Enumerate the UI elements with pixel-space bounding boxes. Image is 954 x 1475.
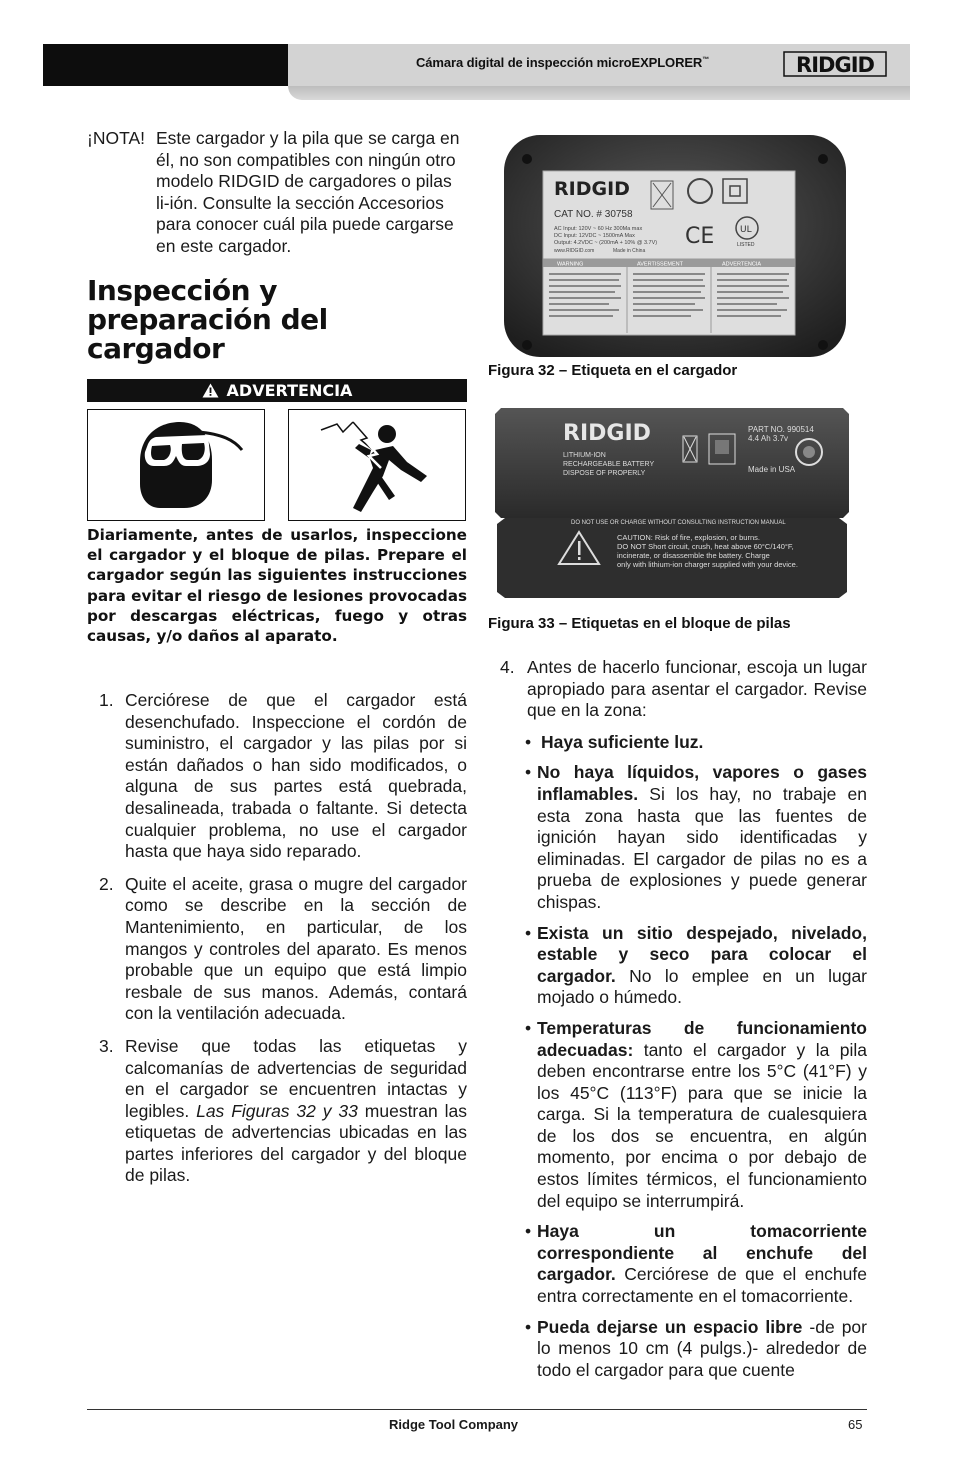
svg-text:CAUTION: Risk of fire, explosi: CAUTION: Risk of fire, explosion, or burns. <box>617 533 760 542</box>
svg-text:RIDGID: RIDGID <box>554 178 630 200</box>
svg-text:ADVERTENCIA: ADVERTENCIA <box>722 261 762 268</box>
svg-text:RIDGID: RIDGID <box>563 421 651 446</box>
svg-text:www.RIDGID.com: www.RIDGID.com <box>554 248 595 254</box>
svg-text:WARNING: WARNING <box>557 261 584 268</box>
svg-text:4.4 Ah 3.7v: 4.4 Ah 3.7v <box>748 434 789 443</box>
page-number: 65 <box>848 1417 863 1432</box>
svg-text:LITHIUM-ION: LITHIUM-ION <box>563 452 606 459</box>
footer-divider <box>87 1409 867 1410</box>
step-4-block <box>500 657 867 1390</box>
section-title: Inspección y preparación del cargador <box>87 274 328 365</box>
header-title: Cámara digital de inspección microEXPLORER™ <box>416 55 710 70</box>
svg-text:only with lithium-ion charger: only with lithium-ion charger supplied with your device. <box>617 560 798 569</box>
svg-text:RECHARGEABLE BATTERY: RECHARGEABLE BATTERY <box>563 461 655 468</box>
svg-text:LISTED: LISTED <box>737 242 755 248</box>
eye-protection-box <box>87 409 265 521</box>
svg-text:AVERTISSEMENT: AVERTISSEMENT <box>637 261 683 268</box>
svg-text:DC Input: 12VDC ~ 1500mA Max: DC Input: 12VDC ~ 1500mA Max <box>554 233 635 239</box>
safety-goggles-head-icon <box>88 410 264 520</box>
figure-32-caption: Figura 32 – Etiqueta en el cargador <box>488 362 738 379</box>
bullet-item: • Haya un tomacorriente correspondiente al enchufe del cargador. Cerciórese de que el enchufe entra correctamente en el tomacorriente. <box>525 1221 867 1307</box>
bullet-item: • No haya líquidos, vapores o gases inflamables. Si los hay, no trabaje en esta zona hasta que las fuentes de ignición hayan sido identificadas y eliminadas. El cargador de pilas no es a prueba de explosiones y puede generar chispas. <box>525 762 867 912</box>
bullet-item: • Temperaturas de funcionamiento adecuadas: tanto el cargador y la pila deben encontrarse entre los 5°C (41°F) y los 45°C (113°F) para que se inicie la carga. Si la temperatura de cualesquiera de los dos se encuentra, en algún momento, por encima o por debajo de estos límites térmicos, el funcionamiento del equipo se interrumpirá. <box>525 1017 867 1211</box>
svg-text:Made in USA: Made in USA <box>748 465 796 474</box>
list-item: 2. Quite el aceite, grasa o mugre del cargador como se describe en la sección de Mantenimiento, en particular, de los mangos y controles del aparato. Es menos probable que un equipo que está limpio resbale de sus manos. Además, contará con la ventilación adecuada. <box>99 873 467 1024</box>
header-black-bar <box>43 44 288 86</box>
svg-text:RIDGID: RIDGID <box>796 53 874 77</box>
footer-company: Ridge Tool Company <box>389 1417 519 1432</box>
svg-text:Output: 4.2VDC ~ (200mA + 10%: Output: 4.2VDC ~ (200mA + 10% @ 3.7V) <box>554 240 658 246</box>
steps-list <box>87 690 467 1198</box>
bullet-item: • Pueda dejarse un espacio libre -de por lo menos 10 cm (4 pulgs.)- alrededor de todo el cargador para que cuente <box>525 1316 867 1380</box>
warning-triangle-icon <box>202 383 219 398</box>
warning-text: Diariamente, antes de usarlos, inspeccione el cargador y el bloque de pilas. Prepare el cargador según las siguientes instrucciones para evitar el riesgo de lesiones provocadas por descargas eléctricas, fuego y otras causas, y/o daños al aparato. <box>87 526 467 646</box>
list-item: 4. Antes de hacerlo funcionar, escoja un lugar apropiado para asentar el cargador. Revise que en la zona: <box>500 657 867 721</box>
charger-label-photo <box>487 133 867 359</box>
bullet-item: • Exista un sitio despejado, nivelado, estable y seco para colocar el cargador. No lo emplee en un lugar mojado o húmedo. <box>525 922 867 1008</box>
warning-label: ADVERTENCIA <box>226 381 353 400</box>
bullet-item: • Haya suficiente luz. <box>525 731 704 752</box>
header-shadow <box>288 86 910 100</box>
svg-text:DISPOSE OF PROPERLY: DISPOSE OF PROPERLY <box>563 470 646 477</box>
figure-33-caption: Figura 33 – Etiquetas en el bloque de pilas <box>488 615 791 632</box>
warning-bar <box>87 379 467 402</box>
svg-text:PART NO. 990514: PART NO. 990514 <box>748 425 814 434</box>
list-item: 3. Revise que todas las etiquetas y calcomanías de advertencias de seguridad en el cargador se encuentren intactas y legibles. Las Figuras 32 y 33 muestran las etiquetas de advertencias ubicadas en las partes inferiores del cargador y del bloque de pilas. <box>99 1035 467 1186</box>
svg-text:UL: UL <box>740 225 752 235</box>
electric-shock-person-icon <box>289 410 465 520</box>
battery-label-photo <box>487 402 867 602</box>
list-item: 1. Cerciórese de que el cargador está desenchufado. Inspeccione el cordón de suministro, el cargador y las pilas por si están dañados o han sido modificados, o alguna de sus partes está quebrada, desalineada, trabada o faltante. Si detecta cualquier problema, no use el cargador hasta que haya sido reparado. <box>99 690 467 862</box>
svg-text:incinerate, or disassemble the: incinerate, or disassemble the battery. Charge <box>617 551 770 560</box>
svg-text:DO NOT USE OR CHARGE WITHOUT C: DO NOT USE OR CHARGE WITHOUT CONSULTING INSTRUCTION MANUAL <box>571 520 786 526</box>
note-text: Este cargador y la pila que se carga en él, no son compatibles con ningún otro modelo RIDGID de cargadores o pilas li-ión. Consulte la sección Accesorios para conocer cuál pila puede cargarse en este cargador. <box>156 128 460 256</box>
svg-text:AC Input: 120V ~ 60 Hz 300Ma m: AC Input: 120V ~ 60 Hz 300Ma max <box>554 226 643 232</box>
svg-text:CAT NO. # 30758: CAT NO. # 30758 <box>554 209 633 220</box>
electric-shock-box <box>288 409 466 521</box>
ridgid-logo-icon <box>783 50 887 78</box>
note-label: ¡NOTA! <box>87 128 146 148</box>
svg-text:DO NOT Short circuit, crush, h: DO NOT Short circuit, crush, heat above 60°C/140°F, <box>617 542 794 551</box>
svg-text:Made in China: Made in China <box>613 248 646 254</box>
svg-text:CE: CE <box>685 224 715 249</box>
